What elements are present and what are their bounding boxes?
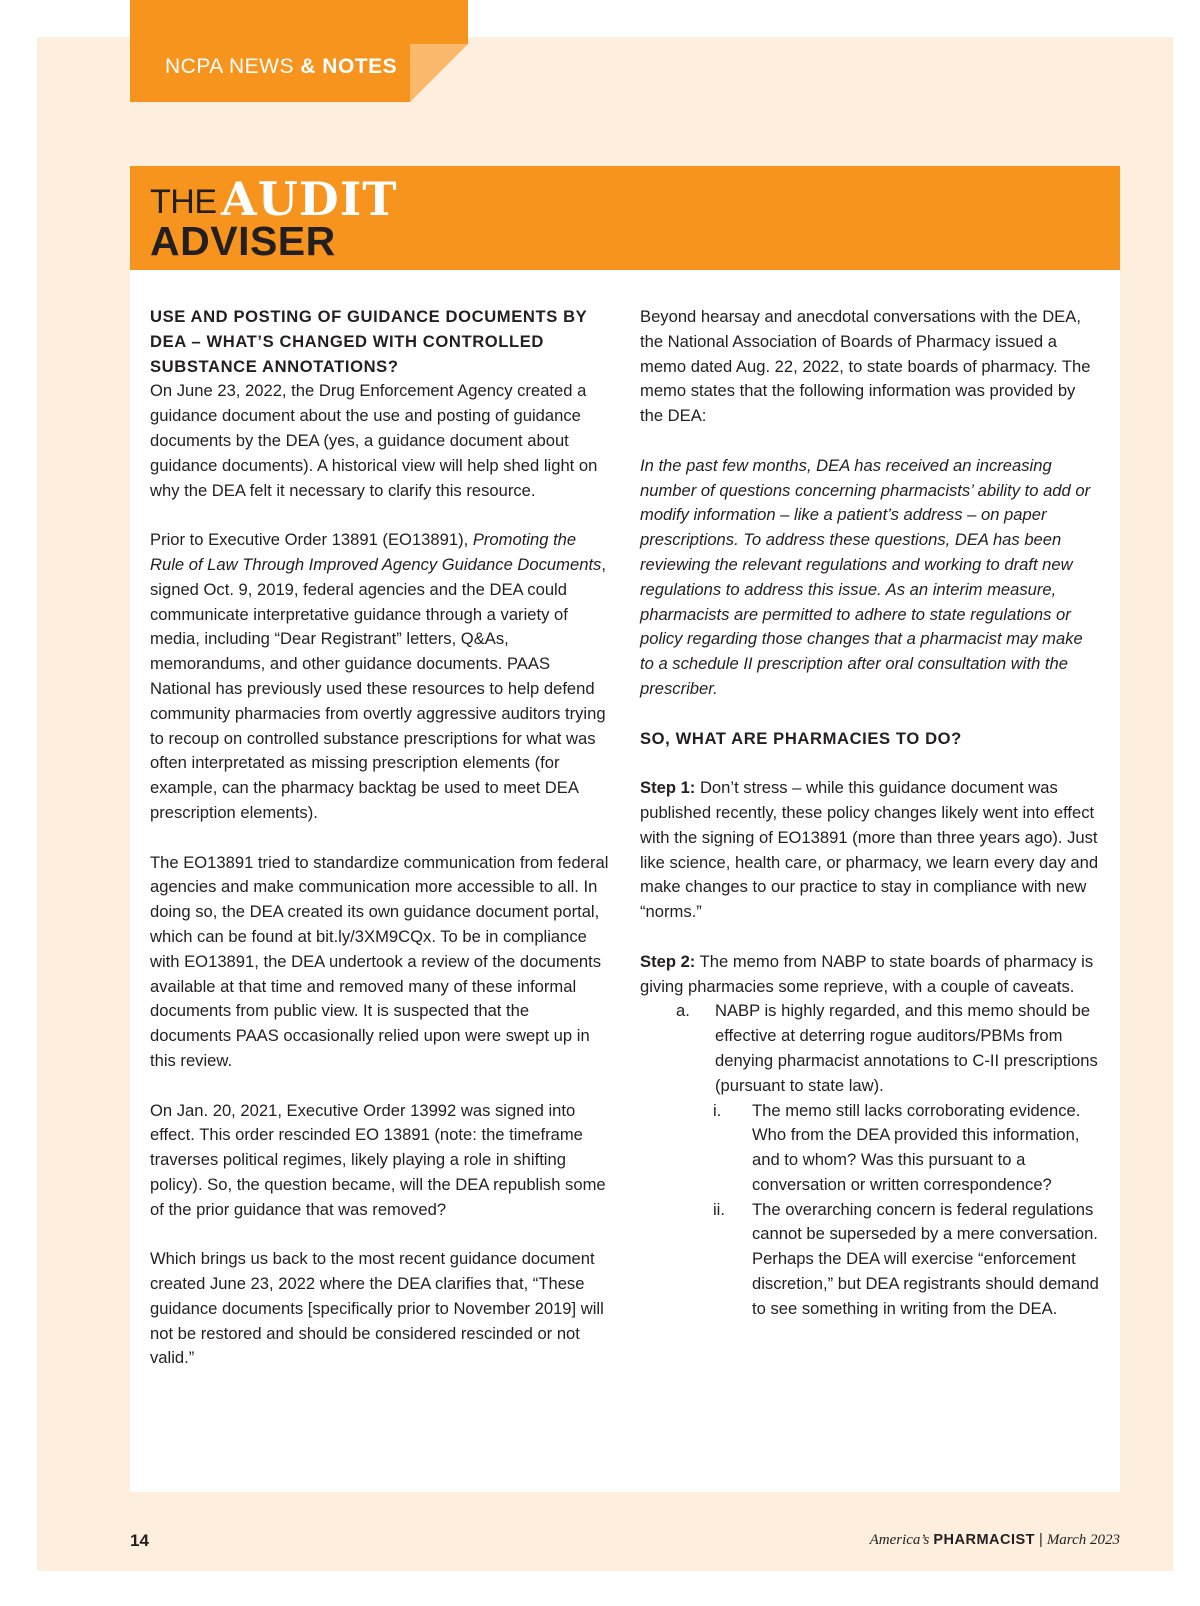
list-marker-i: i. (713, 1100, 722, 1120)
step-2-label: Step 2: (640, 951, 696, 971)
list-marker-a: a. (676, 1001, 690, 1021)
magazine-footer (870, 1532, 1120, 1549)
step-2 (640, 950, 1100, 1000)
magazine-name-bold: PHARMACIST (933, 1532, 1036, 1548)
issue-date: March 2023 (1046, 1532, 1120, 1548)
executive-order-title: Promoting the Rule of Law Through Improved Agency Guidance Documents (150, 530, 602, 574)
footer-separator: | (1039, 1532, 1043, 1548)
paragraph-2-end: , signed Oct. 9, 2019, federal agencies and the DEA could communicate interpretative guidance through a variety of media, including “Dear Registrant” letters, Q&As, memorandums, and other guidance documents. PAAS National has previously used these resources to help defend community pharmacies from overtly aggressive auditors trying to recoup on controlled substance prescriptions for what was often interpretated as missing prescription elements (for example, can the pharmacy backtag be used to meet DEA prescription elements). (150, 554, 606, 822)
list-item-i (640, 1099, 1100, 1198)
paragraph-4: On Jan. 20, 2021, Executive Order 13992 was signed into effect. This order rescinded EO 13891 (note: the timeframe traverses political regimes, likely playing a role in shifting policy). So, the question became, will the DEA republish some of the prior guidance that was removed? (150, 1100, 606, 1219)
list-item-a (640, 999, 1100, 1098)
list-item-ii (640, 1198, 1100, 1322)
paragraph-1: On June 23, 2022, the Drug Enforcement Agency created a guidance document about the use and posting of guidance documents by the DEA (yes, a guidance document about guidance documents). A historical view will help shed light on why the DEA felt it necessary to clarify this resource. (150, 381, 598, 500)
section-tab-bold: & NOTES (300, 55, 398, 78)
right-column (640, 305, 1100, 1322)
step-1-label: Step 1: (640, 778, 696, 798)
left-column (150, 305, 610, 1371)
section-tab-label (165, 55, 397, 79)
step-2-text: The memo from NABP to state boards of pharmacy is giving pharmacies some reprieve, with a couple of caveats. (640, 951, 1094, 996)
section-tab-prefix: NCPA NEWS (165, 55, 301, 78)
list-item-ii-text: The overarching concern is federal regulations cannot be superseded by a mere conversation. Perhaps the DEA will exercise “enforcement discretion,” but DEA registrants should demand to see something in writing from the DEA. (752, 1199, 1099, 1318)
magazine-name-italic: America’s (869, 1532, 930, 1548)
section-tab-fold-cut (410, 44, 468, 102)
title-audit: AUDIT (221, 172, 398, 226)
section-heading: SO, WHAT ARE PHARMACIES TO DO? (640, 728, 962, 748)
title-the: THE (150, 183, 217, 221)
paragraph-2 (150, 528, 610, 826)
step-1-text: Don’t stress – while this guidance document was published recently, these policy changes likely went into effect with the signing of EO13891 (more than three years ago). Just like science, health care, or pharmacy, we learn every day and make changes to our practice to stay in compliance with new “norms.” (640, 778, 1099, 922)
list-marker-ii: ii. (713, 1199, 725, 1219)
paragraph-2-start: Prior to Executive Order 13891 (EO13891), (150, 530, 473, 550)
list-item-a-text: NABP is highly regarded, and this memo should be effective at deterring rogue auditors/PBMs from denying pharmacist annotations to C-II prescriptions (pursuant to state law). (715, 1001, 1098, 1095)
paragraph-6: Beyond hearsay and anecdotal conversations with the DEA, the National Association of Boards of Pharmacy issued a memo dated Aug. 22, 2022, to state boards of pharmacy. The memo states that the following information was provided by the DEA: (640, 307, 1091, 426)
article-heading: USE AND POSTING OF GUIDANCE DOCUMENTS BY DEA – WHAT’S CHANGED WITH CONTROLLED SUBSTANCE ANNOTATIONS? (150, 307, 588, 376)
paragraph-3: The EO13891 tried to standardize communication from federal agencies and make communication more accessible to all. In doing so, the DEA created its own guidance document portal, which can be found at bit.ly/3XM9CQx. To be in compliance with EO13891, the DEA undertook a review of the documents available at that time and removed many of these informal documents from public view. It is suspected that the documents PAAS occasionally relied upon were swept up in this review. (150, 852, 609, 1070)
title-adviser: ADVISER (150, 218, 336, 264)
list-item-i-text: The memo still lacks corroborating evidence. Who from the DEA provided this information, and to whom? Was this pursuant to a conversation or written correspondence? (752, 1100, 1081, 1194)
paragraph-5: Which brings us back to the most recent guidance document created June 23, 2022 where the DEA clarifies that, “These guidance documents [specifically prior to November 2019] will not be restored and should be considered rescinded or not valid.” (150, 1249, 604, 1368)
dea-quote: In the past few months, DEA has received an increasing number of questions concerning pharmacists’ ability to add or modify information – like a patient’s address – on paper prescriptions. To address these questions, DEA has been reviewing the relevant regulations and working to draft new regulations to address this issue. As an interim measure, pharmacists are permitted to adhere to state regulations or policy regarding those changes that a pharmacist may make to a schedule II prescription after oral consultation with the prescriber. (640, 455, 1091, 698)
step-1 (640, 776, 1100, 925)
page-number: 14 (130, 1531, 149, 1550)
